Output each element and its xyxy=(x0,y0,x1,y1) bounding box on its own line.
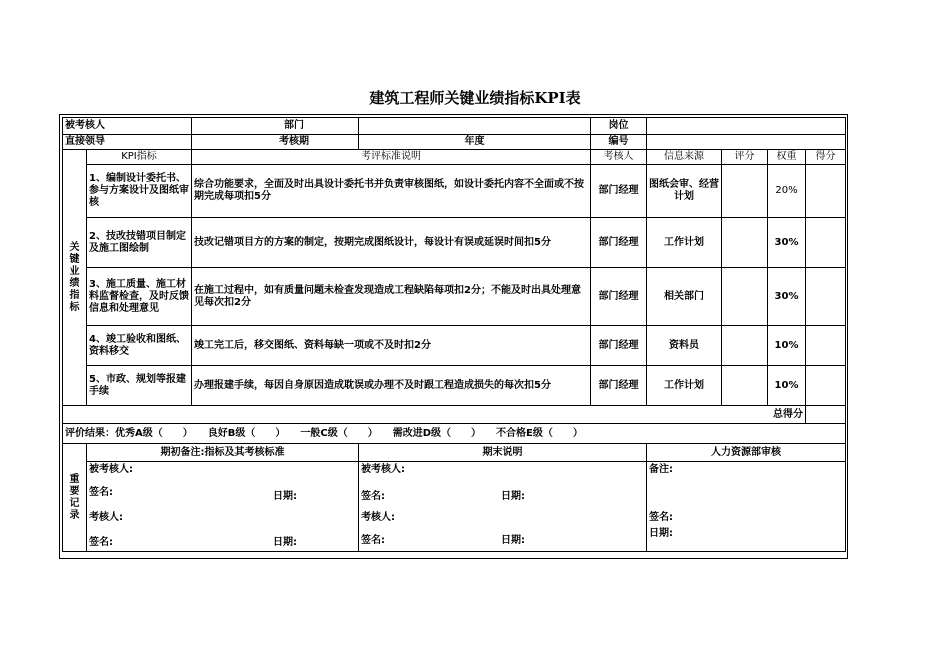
leader-label: 直接领导 xyxy=(63,135,192,150)
evaluation-result: 评价结果：优秀A级（ ） 良好B级（ ） 一般C级（ ） 需改进D级（ ） 不合格E级（ ） xyxy=(63,424,846,444)
col-assessor: 考核人 xyxy=(591,150,647,165)
date-line: 日期: xyxy=(273,491,297,502)
remarks-col2-header: 期末说明 xyxy=(359,444,647,462)
kpi-row xyxy=(63,218,846,268)
number-label: 编号 xyxy=(591,135,647,150)
sign-line: 签名: xyxy=(361,491,385,502)
kpi-source: 相关部门 xyxy=(647,268,722,326)
kpi-criteria: 技改记错项目方的方案的制定，按期完成图纸设计，每设计有误或延误时间扣5分 xyxy=(192,218,591,268)
remarks-header-row xyxy=(63,444,846,462)
kpi-assessor: 部门经理 xyxy=(591,366,647,406)
remarks-body-row xyxy=(63,462,846,552)
total-label: 总得分 xyxy=(63,406,806,424)
sign-line: 签名: xyxy=(361,535,385,546)
kpi-score[interactable] xyxy=(722,326,768,366)
sign-line: 签名: xyxy=(89,537,113,548)
kpi-weight: 30% xyxy=(768,218,806,268)
kpi-name: 5、市政、规划等报建手续 xyxy=(87,366,192,406)
kpi-weight: 10% xyxy=(768,326,806,366)
kpi-source: 图纸会审、经营计划 xyxy=(647,165,722,218)
hr-review[interactable] xyxy=(647,462,846,552)
dept-label: 部门 xyxy=(192,118,359,135)
assessee-label: 被考核人 xyxy=(63,118,192,135)
kpi-weight: 20% xyxy=(768,165,806,218)
sign-line: 签名: xyxy=(649,512,673,523)
assessee-line: 被考核人: xyxy=(89,464,133,475)
kpi-row xyxy=(63,268,846,326)
kpi-row xyxy=(63,165,846,218)
header-row-2 xyxy=(63,135,846,150)
assessor-line: 考核人: xyxy=(361,512,395,523)
remarks-col1-header: 期初备注:指标及其考核标准 xyxy=(87,444,359,462)
post-label: 岗位 xyxy=(591,118,647,135)
kpi-points[interactable] xyxy=(806,366,846,406)
post-value[interactable] xyxy=(647,118,846,135)
kpi-score[interactable] xyxy=(722,268,768,326)
kpi-section-label: 关 键 业 绩 指 标 xyxy=(63,150,87,406)
kpi-score[interactable] xyxy=(722,218,768,268)
kpi-source: 工作计划 xyxy=(647,218,722,268)
header-row-1 xyxy=(63,118,846,135)
note-line: 备注: xyxy=(649,464,673,475)
kpi-source: 工作计划 xyxy=(647,366,722,406)
assessor-line: 考核人: xyxy=(89,512,123,523)
total-row xyxy=(63,406,846,424)
col-source: 信息来源 xyxy=(647,150,722,165)
final-remarks[interactable] xyxy=(359,462,647,552)
kpi-name: 1、编制设计委托书、参与方案设计及图纸审核 xyxy=(87,165,192,218)
remarks-section-label: 重 要 记 录 xyxy=(63,444,87,552)
kpi-source: 资料员 xyxy=(647,326,722,366)
date-line: 日期: xyxy=(501,491,525,502)
kpi-table xyxy=(62,117,846,552)
total-value[interactable] xyxy=(806,406,846,424)
kpi-weight: 30% xyxy=(768,268,806,326)
date-line: 日期: xyxy=(273,537,297,548)
assessee-line: 被考核人: xyxy=(361,464,405,475)
remarks-col3-header: 人力资源部审核 xyxy=(647,444,846,462)
kpi-row xyxy=(63,366,846,406)
kpi-assessor: 部门经理 xyxy=(591,165,647,218)
date-line: 日期: xyxy=(649,528,673,539)
col-kpi: KPI指标 xyxy=(87,150,192,165)
kpi-assessor: 部门经理 xyxy=(591,218,647,268)
kpi-assessor: 部门经理 xyxy=(591,268,647,326)
kpi-form xyxy=(59,114,848,559)
kpi-points[interactable] xyxy=(806,218,846,268)
kpi-score[interactable] xyxy=(722,165,768,218)
year-label: 年度 xyxy=(359,135,591,150)
kpi-row xyxy=(63,326,846,366)
page-title: 建筑工程师关键业绩指标KPI表 xyxy=(369,89,581,107)
kpi-score[interactable] xyxy=(722,366,768,406)
date-line: 日期: xyxy=(501,535,525,546)
kpi-name: 4、竣工验收和图纸、资料移交 xyxy=(87,326,192,366)
kpi-criteria: 综合功能要求，全面及时出具设计委托书并负责审核图纸，如设计委托内容不全面或不按期完成每项扣5分 xyxy=(192,165,591,218)
evaluation-row xyxy=(63,424,846,444)
dept-value[interactable] xyxy=(359,118,591,135)
kpi-criteria: 竣工完工后，移交图纸、资料每缺一项或不及时扣2分 xyxy=(192,326,591,366)
kpi-name: 3、施工质量、施工材料监督检查，及时反馈信息和处理意见 xyxy=(87,268,192,326)
kpi-weight: 10% xyxy=(768,366,806,406)
sign-line: 签名: xyxy=(89,487,113,498)
col-score: 评分 xyxy=(722,150,768,165)
kpi-criteria: 在施工过程中，如有质量问题未检查发现造成工程缺陷每项扣2分；不能及时出具处理意见每次扣2分 xyxy=(192,268,591,326)
col-points: 得分 xyxy=(806,150,846,165)
kpi-points[interactable] xyxy=(806,268,846,326)
kpi-points[interactable] xyxy=(806,165,846,218)
period-label: 考核期 xyxy=(192,135,359,150)
kpi-assessor: 部门经理 xyxy=(591,326,647,366)
col-weight: 权重 xyxy=(768,150,806,165)
kpi-criteria: 办理报建手续，每因自身原因造成耽误或办理不及时跟工程造成损失的每次扣5分 xyxy=(192,366,591,406)
col-criteria: 考评标准说明 xyxy=(192,150,591,165)
number-value[interactable] xyxy=(647,135,846,150)
column-header-row xyxy=(63,150,846,165)
kpi-points[interactable] xyxy=(806,326,846,366)
kpi-name: 2、技改技错项目制定及施工图绘制 xyxy=(87,218,192,268)
initial-remarks[interactable] xyxy=(87,462,359,552)
